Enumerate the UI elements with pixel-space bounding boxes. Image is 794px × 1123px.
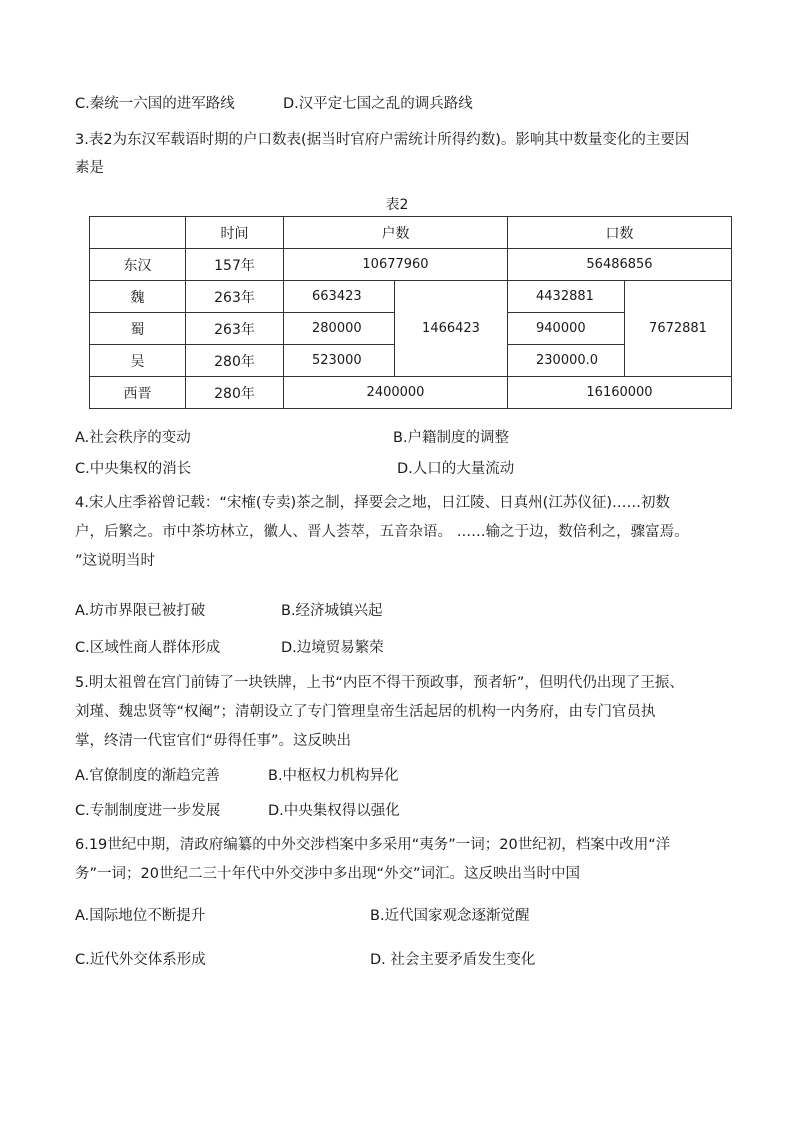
table-caption: 表2 [385, 197, 409, 213]
q6-line2: 务”一词；20世纪二三十年代中外交涉中多出现“外交”词汇。这反映出当时中国 [75, 866, 580, 882]
q4-line1: 4.宋人庄季裕曾记载：“宋榷(专卖)茶之制，择要会之地，日江陵、日真州(江苏仪征)……初数 [75, 495, 670, 511]
row-households: 663423 [284, 281, 395, 313]
q3-option-d: D.人口的大量流动 [397, 461, 515, 477]
row-name: 东汉 [90, 249, 186, 281]
q3-option-b: B.户籍制度的调整 [393, 430, 510, 446]
q4-option-a: A.坊市界限已被打破 [75, 603, 206, 619]
q3-stem-line2: 素是 [75, 160, 104, 176]
q5-line1: 5.明太祖曾在宫门前铸了一块铁牌，上书“内臣不得干预政事，预者斩”，但明代仍出现了王振、 [75, 675, 684, 691]
q5-line2: 刘瑾、魏忠贤等“权阉”；清朝设立了专门管理皇帝生活起居的机构一内务府，由专门官员执 [75, 704, 656, 720]
row-households: 10677960 [284, 249, 508, 281]
header-households: 户数 [284, 217, 508, 249]
row-year: 263年 [186, 313, 284, 345]
row-year: 280年 [186, 377, 284, 409]
row-name: 魏 [90, 281, 186, 313]
q5-option-b: B.中枢权力机构异化 [268, 768, 399, 784]
q5-option-c: C.专制制度进一步发展 [75, 803, 221, 819]
q6-line1: 6.19世纪中期，清政府编纂的中外交涉档案中多采用“夷务”一词；20世纪初，档案中改用“洋 [75, 837, 671, 853]
q6-option-a: A.国际地位不断提升 [75, 908, 206, 924]
q4-line2: 户，后繁之。市中茶坊林立，徽人、晋人荟萃，五音杂语。 ……输之于边，数倍利之，骤富焉。 [75, 524, 689, 540]
row-year: 280年 [186, 345, 284, 377]
q6-option-d: D. 社会主要矛盾发生变化 [370, 952, 536, 968]
q3-option-a: A.社会秩序的变动 [75, 430, 191, 446]
q3-option-c: C.中央集权的消长 [75, 461, 192, 477]
q4-option-d: D.边境贸易繁荣 [281, 640, 384, 656]
q4-option-b: B.经济城镇兴起 [281, 603, 383, 619]
row-population: 940000 [508, 313, 625, 345]
table-row [90, 249, 732, 281]
header-population: 口数 [508, 217, 732, 249]
households-total: 1466423 [395, 281, 508, 377]
q5-option-a: A.官僚制度的渐趋完善 [75, 768, 220, 784]
row-population: 4432881 [508, 281, 625, 313]
q3-stem-line1: 3.表2为东汉军载语时期的户口数表(据当时官府户需统计所得约数)。影响其中数量变化的主要因 [75, 132, 690, 148]
row-households: 523000 [284, 345, 395, 377]
q4-line3: ”这说明当时 [75, 553, 156, 569]
q4-option-c: C.区域性商人群体形成 [75, 640, 221, 656]
q5-line3: 掌，终清一代宦官们“毋得任事”。这反映出 [75, 733, 352, 749]
row-households: 280000 [284, 313, 395, 345]
table-row [90, 377, 732, 409]
table-header-row [90, 217, 732, 249]
header-time: 时间 [186, 217, 284, 249]
q6-option-c: C.近代外交体系形成 [75, 952, 206, 968]
header-blank [90, 217, 186, 249]
q2-option-d: D.汉平定七国之乱的调兵路线 [283, 96, 473, 112]
row-population: 56486856 [508, 249, 732, 281]
row-name: 吴 [90, 345, 186, 377]
table-row [90, 281, 732, 313]
row-population: 230000.0 [508, 345, 625, 377]
population-table [89, 216, 732, 409]
q5-option-d: D.中央集权得以强化 [268, 803, 400, 819]
row-name: 西晋 [90, 377, 186, 409]
row-year: 263年 [186, 281, 284, 313]
row-year: 157年 [186, 249, 284, 281]
row-households: 2400000 [284, 377, 508, 409]
q2-option-c: C.秦统一六国的进军路线 [75, 96, 235, 112]
population-total: 7672881 [625, 281, 732, 377]
row-population: 16160000 [508, 377, 732, 409]
q6-option-b: B.近代国家观念逐渐觉醒 [370, 908, 530, 924]
row-name: 蜀 [90, 313, 186, 345]
